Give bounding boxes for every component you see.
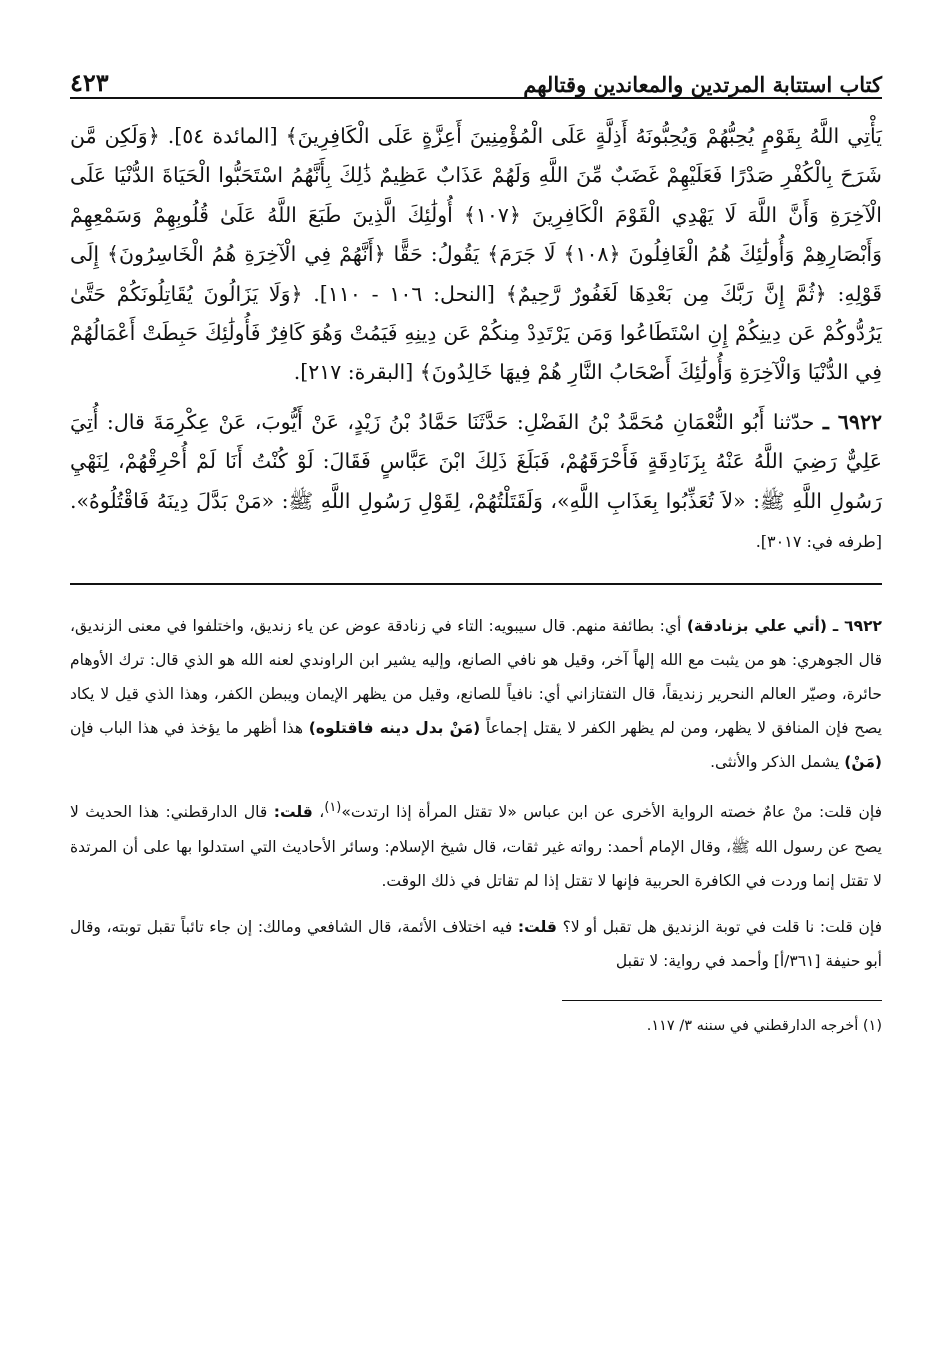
- hadith-block: [70, 403, 882, 562]
- commentary-answer-label: قلت:: [273, 803, 313, 822]
- commentary-text: يشمل الذكر والأنثى.: [710, 753, 840, 772]
- commentary-section: [70, 609, 882, 977]
- section-divider: [70, 583, 882, 585]
- running-title: كتاب استتابة المرتدين والمعاندين وقتالهم: [523, 72, 882, 97]
- commentary-text: ،: [312, 803, 325, 822]
- footnote-divider: [562, 1000, 882, 1001]
- quran-verses-text: يَأْتِي اللَّهُ بِقَوْمٍ يُحِبُّهُمْ وَيُحِبُّونَهُ أَذِلَّةٍ عَلَى الْمُؤْمِنِينَ أَعِزَّةٍ عَلَى الْكَافِرِينَ﴾ [المائدة ٥٤]. ﴿وَلَكِن مَّن شَرَحَ بِالْكُفْرِ صَدْرًا فَعَلَيْهِمْ غَضَبٌ مِّنَ اللَّهِ وَلَهُمْ عَذَابٌ عَظِيمٌ ذَٰلِكَ بِأَنَّهُمُ اسْتَحَبُّوا الْحَيَاةَ الدُّنْيَا عَلَى الْآخِرَةِ وَأَنَّ اللَّهَ لَا يَهْدِي الْقَوْمَ الْكَافِرِينَ ﴿١٠٧﴾ أُولَٰئِكَ الَّذِينَ طَبَعَ اللَّهُ عَلَىٰ قُلُوبِهِمْ وَسَمْعِهِمْ وَأَبْصَارِهِمْ وَأُولَٰئِكَ هُمُ الْغَافِلُونَ ﴿١٠٨﴾ لَا جَرَمَ﴾ يَقُولُ: حَقًّا ﴿أَنَّهُمْ فِي الْآخِرَةِ هُمُ الْخَاسِرُونَ﴾ إِلَى قَوْلِهِ: ﴿ثُمَّ إِنَّ رَبَّكَ مِن بَعْدِهَا لَغَفُورٌ رَّحِيمٌ﴾ [النحل: ١٠٦ - ١١٠]. ﴿وَلَا يَزَالُونَ يُقَاتِلُونَكُمْ حَتَّىٰ يَرُدُّوكُمْ عَن دِينِكُمْ إِنِ اسْتَطَاعُوا وَمَن يَرْتَدِدْ مِنكُمْ عَن دِينِهِ فَيَمُتْ وَهُوَ كَافِرٌ فَأُولَٰئِكَ حَبِطَتْ أَعْمَالُهُمْ فِي الدُّنْيَا وَالْآخِرَةِ وَأُولَٰئِكَ أَصْحَابُ النَّارِ هُمْ فِيهَا خَالِدُونَ﴾ [البقرة: ٢١٧].: [70, 124, 882, 385]
- commentary-lead: ٦٩٢٢ ـ (أتي علي بزنادقة): [686, 617, 882, 636]
- commentary-answer-label: قلت:: [517, 917, 557, 936]
- commentary-quote: (مَنْ بدل دينه فاقتلوه): [308, 719, 481, 738]
- commentary-text: فيه اختلاف الأئمة، قال الشافعي ومالك: إن جاء تائباً تقبل توبته، وقال أبو حنيفة [٣٦١/أ] وأحمد في رواية: لا تقبل: [70, 917, 882, 970]
- hadith-text: حدّثنا أَبُو النُّعْمَانِ مُحَمَّدُ بْنُ الفَضْلِ: حَدَّثَنَا حَمَّادُ بْنُ زَيْدٍ، عَنْ أَيُّوبَ، عَنْ عِكْرِمَةَ قال: أُتِيَ عَلِيٌّ رَضِيَ اللَّهُ عَنْهُ بِزَنَادِقَةٍ فَأَحْرَقَهُمْ، فَبَلَغَ ذَلِكَ ابْنَ عَبَّاسٍ فَقَالَ: لَوْ كُنْتُ أَنَا لَمْ أُحْرِقْهُمْ، لِنَهْيِ رَسُولِ اللَّهِ ﷺ: «لاَ تُعَذِّبُوا بِعَذَابِ اللَّهِ»، وَلَقَتَلْتُهُمْ، لِقَوْلِ رَسُولِ اللَّهِ ﷺ: «مَنْ بَدَّلَ دِينَهُ فَاقْتُلُوهُ».: [70, 409, 882, 513]
- commentary-text: هذا أظهر ما يؤخذ في هذا الباب فإن: [70, 719, 304, 738]
- commentary-text: أي: بطائفة منهم. قال سيبويه: التاء في زنادقة عوض عن ياء زنديق، واختلفوا في معنى الزنديق، قال الجوهري: هو من يثبت مع الله إلهاً آخر، وقيل هو نافي الصانع، وإليه يشير ابن الراوندي لعنه الله هو الذي قال: ترك الأوهام حائرة، وصيّر العالم النحرير زنديقاً، قال التفتازاني أي: نافياً للصانع، وقيل من يظهر الإيمان ويبطن الكفر، وهذا الذي قيل لا يكاد يصح فإن المنافق لا يظهر، ومن لم يظهر الكفر لا يقتل إجماعاً: [70, 617, 883, 738]
- commentary-paragraph: [70, 791, 882, 897]
- commentary-text: فإن قلت: نا قلت في توبة الزنديق هل تقبل أو لا؟: [562, 917, 882, 936]
- page-number: ٤٢٣: [70, 68, 109, 97]
- commentary-quote: (مَنْ): [844, 753, 882, 772]
- page-header: [70, 55, 882, 99]
- commentary-paragraph: [70, 609, 882, 779]
- footnote-marker: (١): [324, 800, 342, 816]
- commentary-text: قال الدارقطني: هذا الحديث لا يصح عن رسول الله ﷺ، وقال الإمام أحمد: رواته غير ثقات، قال شيخ الإسلام: وسائر الأحاديث التي استدلوا بها على أن المرتدة لا تقتل إنما وردت في الكافرة الحربية فإنها لا تقتل إذا لم تقاتل في ذلك الوقت.: [70, 803, 882, 890]
- quran-verses-block: [70, 117, 882, 393]
- hadith-number: ٦٩٢٢ ـ: [822, 409, 882, 434]
- commentary-paragraph: [70, 910, 882, 978]
- commentary-text: فإن قلت: منْ عامٌ خصته الرواية الأخرى عن ابن عباس «لا تقتل المرأة إذا ارتدت»: [341, 803, 883, 822]
- hadith-reference: [طرفه في: ٣٠١٧].: [755, 532, 882, 552]
- book-page: [70, 55, 882, 1037]
- footnote: (١) أخرجه الدارقطني في سننه ٣/ ١١٧.: [646, 1017, 882, 1034]
